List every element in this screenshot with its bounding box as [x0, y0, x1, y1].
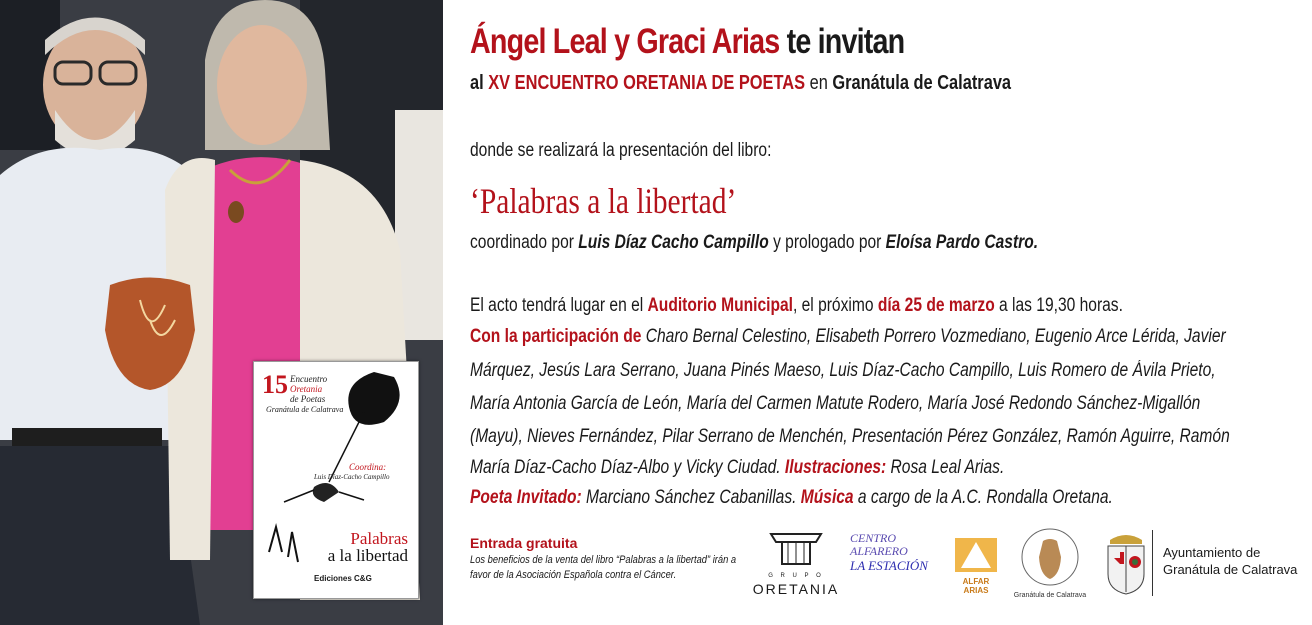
centro-label: CENTRO — [850, 531, 897, 545]
book-cover-title — [328, 530, 408, 564]
charity-note — [470, 553, 736, 583]
coordination-line — [470, 232, 1038, 254]
illustrations-name: Rosa Leal Arias. — [890, 457, 1005, 478]
book-cover-series-3: de Poetas — [290, 394, 326, 404]
guest-line — [470, 487, 1113, 509]
venue-mid: , el próximo — [792, 295, 874, 316]
book-cover-publisher: Ediciones C&G — [314, 574, 372, 583]
charity-note-1: Los beneficios de la venta del libro “Palabras a la libertad” irán a — [470, 554, 737, 566]
event-photo — [0, 0, 443, 625]
column-icon — [766, 530, 826, 568]
coordinator-name: Luis Díaz Cacho Campillo — [578, 232, 769, 253]
book-cover-title-1: Palabras — [350, 529, 408, 548]
participation-line-1 — [470, 326, 1226, 348]
participation-line-2: Márquez, Jesús Lara Serrano, Juana Pinés Maeso, Luis Díaz-Cacho Campillo, Luis Romero de Ávila Prieto, — [470, 360, 1216, 381]
coord-pre: coordinado por — [470, 232, 574, 253]
invitation-heading — [470, 22, 904, 62]
subheading-mid: en — [809, 72, 828, 94]
book-cover-series-2: Oretania — [290, 384, 323, 394]
participation-line-5 — [470, 457, 1004, 479]
alfarero-label: ALFARERO — [850, 544, 908, 558]
guest-label: Poeta Invitado: — [470, 487, 582, 508]
venue-place: Auditorio Municipal — [647, 295, 793, 316]
alfar-label: ALFAR — [962, 577, 990, 586]
guest-name: Marciano Sánchez Cabanillas. — [586, 487, 797, 508]
grupo-oretania-logo — [752, 530, 840, 600]
oretania-label: ORETANIA — [752, 581, 840, 597]
ceramica-label: Granátula de Calatrava — [1013, 592, 1087, 599]
ayuntamiento-label — [1152, 530, 1297, 596]
ayuntamiento-line-2: Granátula de Calatrava — [1163, 562, 1298, 577]
event-subheading — [470, 72, 1011, 95]
invite-verb: te invitan — [786, 22, 905, 61]
book-cover-series-4: Granátula de Calatrava — [266, 405, 344, 414]
alfar-arias-logo — [955, 538, 997, 594]
centro-alfarero-logo — [850, 532, 946, 600]
music-text: a cargo de la A.C. Rondalla Oretana. — [857, 487, 1113, 508]
free-entry-title: Entrada gratuita — [470, 535, 578, 551]
book-cover-coord-name: Luis Díaz-Cacho Campillo — [314, 473, 390, 481]
event-name: XV ENCUENTRO ORETANIA DE POETAS — [488, 72, 806, 94]
participation-label: Con la participación de — [470, 326, 642, 347]
ayuntamiento-line-1: Ayuntamiento de — [1163, 545, 1261, 560]
arias-label: ARIAS — [963, 586, 989, 595]
estacion-label: LA ESTACIÓN — [850, 558, 928, 573]
intro-text: donde se realizará la presentación del libro: — [470, 140, 772, 161]
participants-5: María Díaz-Cacho Díaz-Albo y Vicky Ciudad. — [470, 457, 781, 478]
coat-of-arms-icon — [1102, 530, 1150, 596]
event-place: Granátula de Calatrava — [832, 72, 1012, 94]
book-title: ‘Palabras a la libertad’ — [470, 181, 737, 221]
participants-1: Charo Bernal Celestino, Elisabeth Porrero Vozmediano, Eugenio Arce Lérida, Javier — [645, 326, 1226, 347]
venue-date: día 25 de marzo — [877, 295, 995, 316]
ceramic-jar-icon — [1013, 527, 1087, 587]
ceramica-logo — [1013, 527, 1087, 599]
book-cover-title-2: a la libertad — [327, 546, 408, 565]
coord-mid: y prologado por — [773, 232, 882, 253]
book-cover — [253, 361, 419, 599]
hosts-names: Ángel Leal y Graci Arias — [470, 22, 780, 61]
illustrations-label: Ilustraciones: — [784, 457, 887, 478]
subheading-prefix: al — [470, 72, 484, 94]
prologue-name: Eloísa Pardo Castro. — [885, 232, 1039, 253]
venue-line — [470, 295, 1123, 317]
book-cover-coord-label: Coordina: — [349, 462, 387, 472]
book-cover-series-1: Encuentro — [290, 374, 328, 384]
charity-note-2: favor de la Asociación Española contra el Cáncer. — [470, 569, 677, 581]
alfar-emblem-icon — [955, 538, 997, 572]
participation-line-4: (Mayu), Nieves Fernández, Pilar Serrano de Menchén, Presentación Pérez González, Ramón Aguirre, Ramón — [470, 426, 1230, 447]
grupo-label: G R U P O — [768, 573, 824, 579]
venue-pre: El acto tendrá lugar en el — [470, 295, 644, 316]
venue-time: a las 19,30 horas. — [999, 295, 1123, 316]
participation-line-3: María Antonia García de León, María del Carmen Matute Rodero, María José Redondo Sánchez-Migallón — [470, 393, 1201, 414]
music-label: Música — [800, 487, 854, 508]
book-cover-number: 15 — [262, 370, 288, 399]
